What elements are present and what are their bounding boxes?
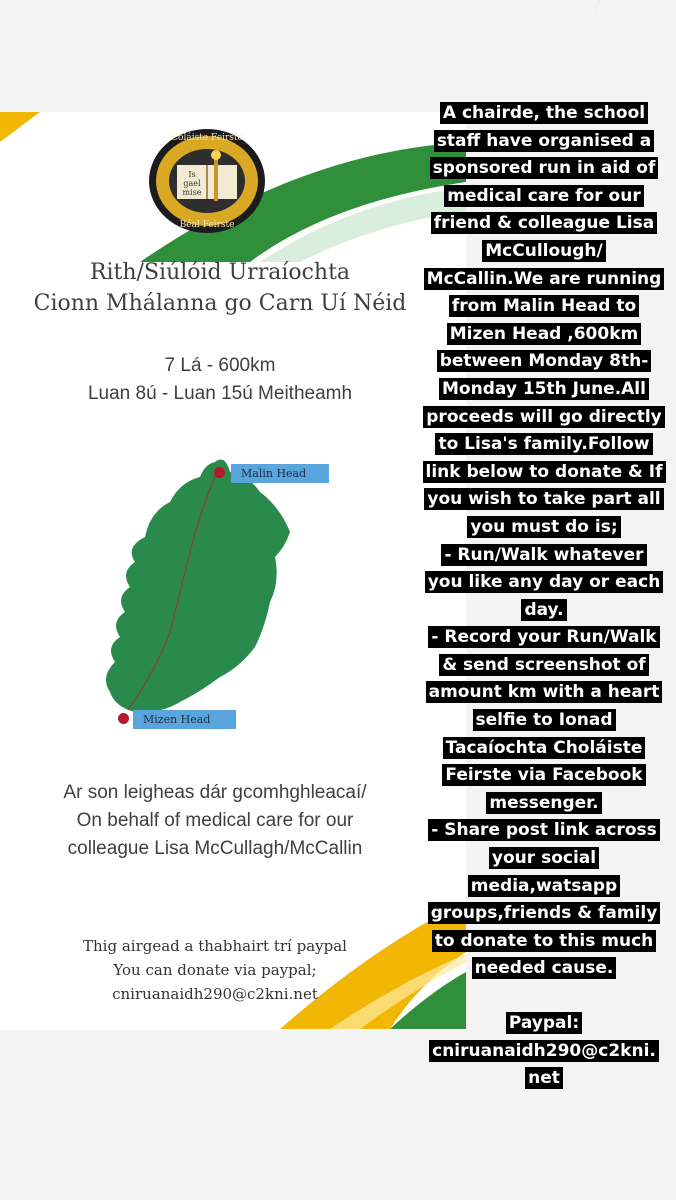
story-line: from Malin Head to xyxy=(449,295,639,317)
story-line: medical care for our xyxy=(444,185,643,207)
poster-title-line-2: Cionn Mhálanna go Carn Uí Néid xyxy=(33,291,407,316)
story-line: & send screenshot of xyxy=(439,654,648,676)
story-line: amount km with a heart xyxy=(426,681,663,703)
paypal-email-line-1: cniruanaidh290@c2kni. xyxy=(429,1040,659,1062)
story-line: you like any day or each xyxy=(425,571,664,593)
poster-title xyxy=(0,257,440,319)
story-line: sponsored run in aid of xyxy=(430,157,659,179)
crest-top-text: Coláiste Feirste xyxy=(171,133,243,143)
poster-subtitle xyxy=(0,352,440,408)
story-line: Monday 15th June.All xyxy=(439,378,649,400)
school-crest-logo xyxy=(147,127,267,235)
malin-head-label: Malin Head xyxy=(231,464,329,483)
poster-distance: 7 Lá - 600km xyxy=(164,355,276,376)
story-line: to donate to this much xyxy=(432,930,657,952)
behalf-line-2: On behalf of medical care for our xyxy=(76,810,354,831)
story-line: friend & colleague Lisa xyxy=(431,212,657,234)
poster-behalf-text xyxy=(0,779,430,863)
story-line: A chairde, the school xyxy=(440,102,648,124)
donate-line-1: Thig airgead a thabhairt trí paypal xyxy=(83,937,347,955)
story-gap xyxy=(412,983,676,1010)
story-line: selfie to Ionad xyxy=(473,709,616,731)
story-line: to Lisa's family.Follow xyxy=(435,433,652,455)
story-line: - Record your Run/Walk xyxy=(428,626,659,648)
story-line: - Share post link across xyxy=(428,819,659,841)
story-line: - Run/Walk whatever xyxy=(441,544,646,566)
mizen-head-marker xyxy=(118,713,129,724)
crest-text-gael: gael xyxy=(183,179,201,188)
behalf-line-1: Ar son leigheas dár gcomhghleacaí/ xyxy=(63,782,367,803)
story-line: link below to donate & If xyxy=(423,461,666,483)
ireland-route-map xyxy=(90,452,300,722)
story-line: McCallin.We are running xyxy=(424,268,665,290)
story-lines xyxy=(412,100,676,983)
donate-email: cniruanaidh290@c2kni.net xyxy=(112,985,318,1003)
malin-head-marker xyxy=(214,467,225,478)
story-line: your social xyxy=(489,847,599,869)
behalf-line-3: colleague Lisa McCullagh/McCallin xyxy=(67,838,363,859)
story-text-overlay xyxy=(412,100,676,1093)
story-line: day. xyxy=(521,599,566,621)
story-line: you wish to take part all xyxy=(424,488,663,510)
story-line: Tacaíochta Choláiste xyxy=(443,737,646,759)
story-line: Feirste via Facebook xyxy=(442,764,645,786)
crest-bottom-text: Béal Feirste xyxy=(179,220,235,230)
story-line: media,watsapp xyxy=(468,875,620,897)
story-line: groups,friends & family xyxy=(428,902,661,924)
crest-text-is: Is xyxy=(188,170,196,179)
mizen-head-label: Mizen Head xyxy=(133,710,236,729)
crest-text-mise: mise xyxy=(182,188,202,197)
story-line: you must do is; xyxy=(467,516,620,538)
paypal-label: Paypal: xyxy=(506,1012,582,1034)
poster-dates: Luan 8ú - Luan 15ú Meitheamh xyxy=(87,383,353,404)
story-line: between Monday 8th- xyxy=(437,350,652,372)
poster-donate-text xyxy=(0,934,430,1006)
story-line: staff have organised a xyxy=(434,130,654,152)
poster-title-line-1: Rith/Siúlóid Urraíochta xyxy=(89,260,351,285)
story-line: needed cause. xyxy=(472,957,617,979)
story-line: proceeds will go directly xyxy=(423,406,664,428)
fundraiser-poster xyxy=(0,112,466,1030)
paypal-email-line-2: net xyxy=(525,1067,563,1089)
donate-line-2: You can donate via paypal; xyxy=(113,961,317,979)
story-frame-edge xyxy=(594,0,676,62)
story-line: Mizen Head ,600km xyxy=(447,323,641,345)
story-line: McCullough/ xyxy=(482,240,606,262)
story-line: messenger. xyxy=(486,792,601,814)
